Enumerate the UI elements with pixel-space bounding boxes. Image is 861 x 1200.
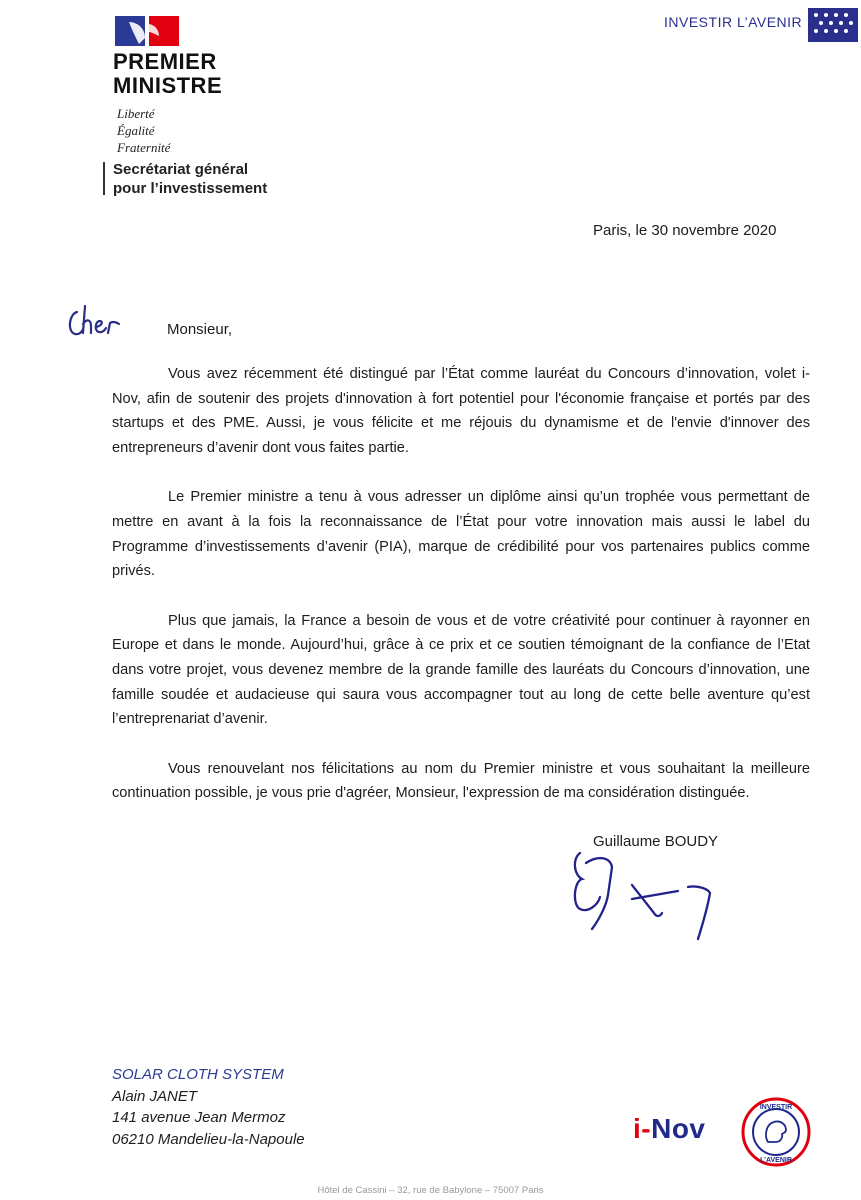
paragraph: Vous avez récemment été distingué par l’État comme lauréat du Concours d’innovation, volet i-Nov, afin de soutenir des projets d'innovation à fort potentiel pour l'économie française et portés par des startups et des PME. Aussi, je vous félicite et me réjouis du dynamisme et de l'envie d'innover des entrepreneurs d’avenir dont vous faites partie. [112, 366, 810, 456]
recipient-address [112, 1064, 305, 1150]
investir-avenir-mark-icon [808, 8, 858, 42]
marianne-flag-logo [115, 16, 179, 46]
department-name: Secrétariat général pour l’investissement [113, 161, 268, 197]
recipient-street: 141 avenue Jean Mermoz [112, 1109, 286, 1126]
svg-text:INVESTIR: INVESTIR [759, 1104, 793, 1111]
handwritten-signature [568, 835, 733, 950]
paragraph: Le Premier ministre a tenu à vous adresser un diplôme ainsi qu’un trophée vous permettant de mettre en avant à la fois la reconnaissance de l’État pour votre innovation mais aussi le label du Programme d’investissements d’avenir (PIA), marque de crédibilité pour vos partenaires publics comme privés. [112, 489, 810, 580]
handwritten-annotation [63, 302, 125, 342]
signer-name: Guillaume BOUDY [593, 833, 719, 850]
republic-motto: Liberté Égalité Fraternité [117, 106, 171, 155]
inov-logo: i-Nov [633, 1113, 706, 1144]
institution-name: PREMIER MINISTRE [113, 49, 223, 98]
footer-address: Hôtel de Cassini – 32, rue de Babylone – 75007 Paris [317, 1185, 544, 1196]
svg-text:L’AVENIR: L’AVENIR [760, 1157, 792, 1164]
letter-date: Paris, le 30 novembre 2020 [593, 222, 777, 239]
department-divider [103, 162, 105, 195]
salutation: Monsieur, [167, 321, 233, 338]
recipient-name: Alain JANET [112, 1087, 198, 1105]
paragraph: Plus que jamais, la France a besoin de vous et de votre créativité pour continuer à rayonner en Europe et dans le monde. Aujourd’hui, grâce à ce prix et ce soutien témoignant de la confiance de l’Etat dans votre projet, vous devenez membre de la grande famille des lauréats du Concours d’innovation, une famille soudée et audacieuse qui saura vous accompagner tout au long de cette belle aventure qu’est l’entreprenariat d’avenir. [112, 612, 810, 728]
letter-body [112, 362, 810, 831]
recipient-city: 06210 Mandelieu-la-Napoule [112, 1130, 305, 1148]
investir-avenir-seal-icon [740, 1096, 812, 1168]
program-name: INVESTIR L’AVENIR [664, 14, 803, 30]
recipient-company: SOLAR CLOTH SYSTEM [112, 1066, 284, 1083]
paragraph: Vous renouvelant nos félicitations au nom du Premier ministre et vous souhaitant la meilleure continuation possible, je vous prie d'agréer, Monsieur, l'expression de ma considération distinguée. [112, 760, 810, 802]
